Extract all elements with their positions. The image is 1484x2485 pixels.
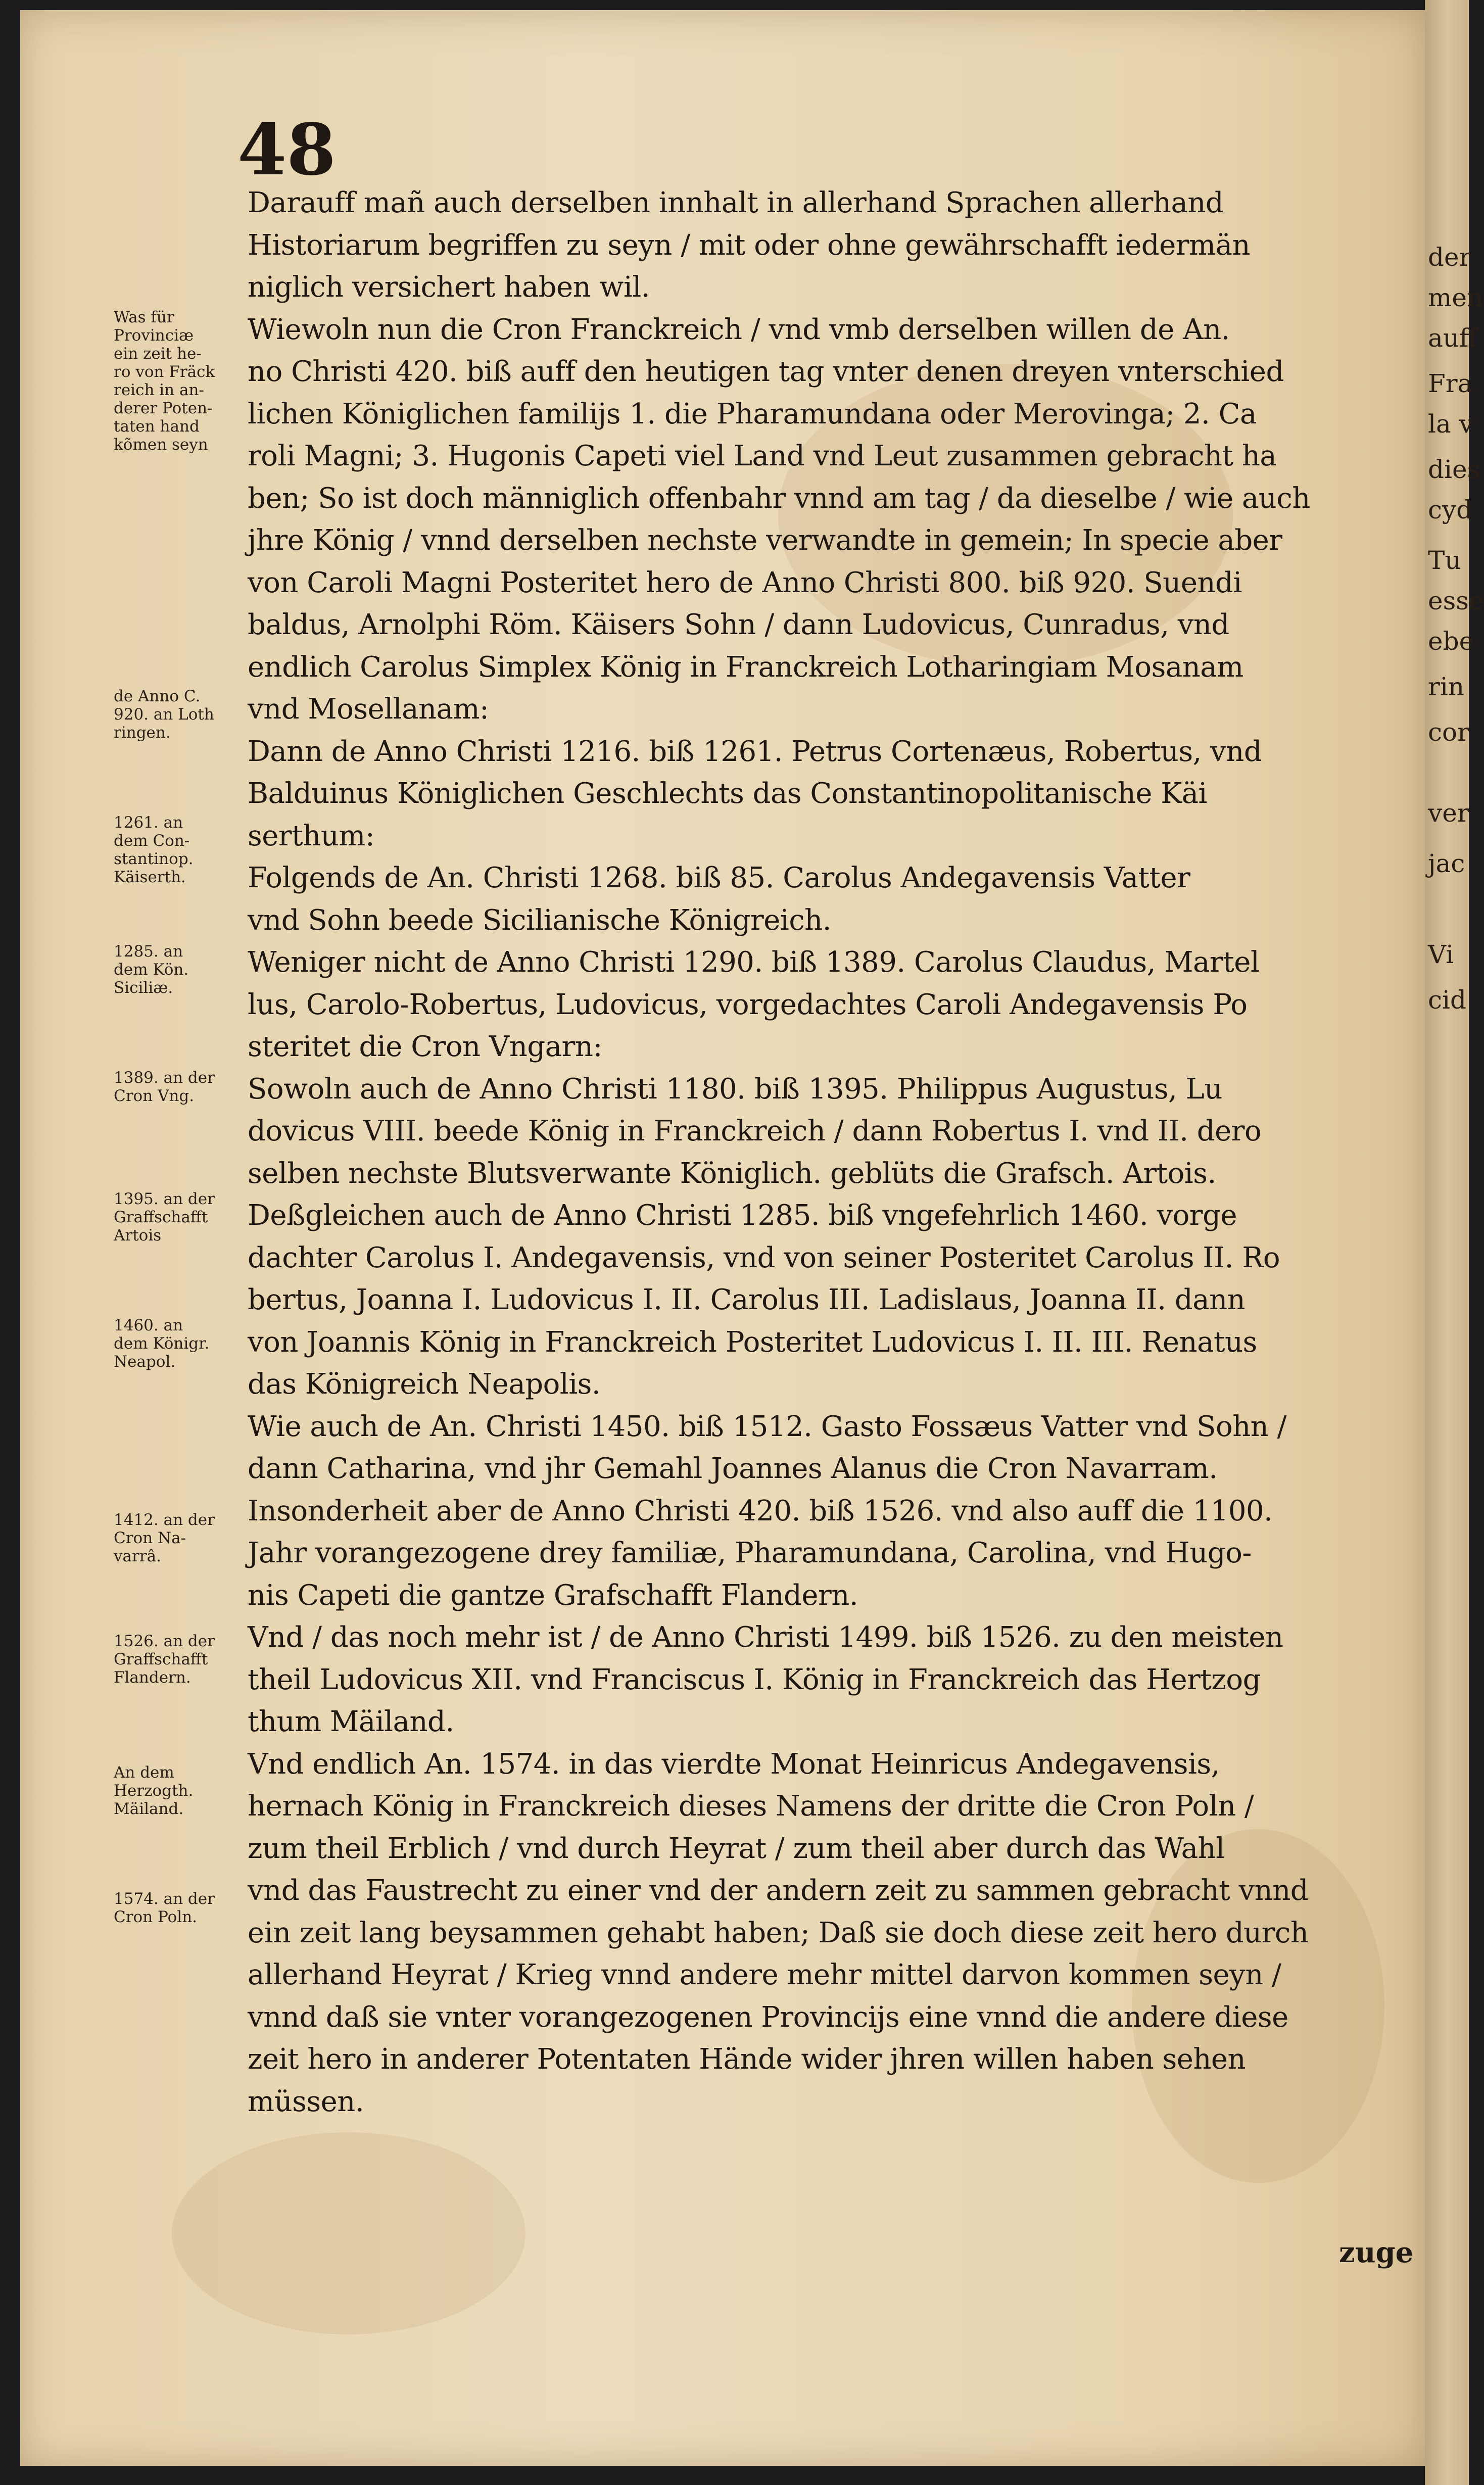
text-line: Vnd endlich An. 1574. in das vierdte Monat Heinricus Andegavensis, [248, 1747, 1220, 1781]
text-line: thum Mäiland. [248, 1705, 454, 1738]
text-line: von Caroli Magni Posteritet hero de Anno Christi 800. biß 920. Suendi [248, 566, 1242, 599]
neighbor-fragment: cor [1428, 718, 1470, 747]
main-text-block [248, 182, 1410, 2123]
text-line: das Königreich Neapolis. [248, 1368, 601, 1401]
text-line: Dann de Anno Christi 1216. biß 1261. Petrus Cortenæus, Robertus, vnd [248, 735, 1262, 768]
text-line: ein zeit lang beysammen gehabt haben; Daß sie doch diese zeit hero durch [248, 1916, 1309, 1949]
neighbor-fragment: dies [1428, 455, 1480, 484]
neighbor-fragment: Fra [1428, 369, 1473, 398]
page-number: 48 [237, 109, 336, 192]
text-line: allerhand Heyrat / Krieg vnnd andere mehr mittel darvon kommen seyn / [248, 1958, 1281, 1991]
margin-note: 1389. an der Cron Vng. [114, 1069, 215, 1105]
text-line: vnd Mosellanam: [248, 693, 489, 726]
neighbor-fragment: men [1428, 283, 1483, 312]
text-line: bertus, Joanna I. Ludovicus I. II. Carolus III. Ladislaus, Joanna II. dann [248, 1283, 1246, 1316]
neighbor-fragment: Vi [1428, 940, 1454, 969]
margin-note: 1412. an der Cron Na- varrâ. [114, 1511, 215, 1565]
neighbor-fragment: der [1428, 243, 1471, 272]
margin-note: de Anno C. 920. an Loth ringen. [114, 687, 214, 742]
margin-note: Was für Provinciæ ein zeit he- ro von Fräck reich in an- derer Poten- taten hand kõmen seyn [114, 308, 215, 454]
margin-note: 1460. an dem Königr. Neapol. [114, 1316, 210, 1371]
text-line: baldus, Arnolphi Röm. Käisers Sohn / dann Ludovicus, Cunradus, vnd [248, 608, 1229, 641]
text-line: selben nechste Blutsverwante Königlich. geblüts die Grafsch. Artois. [248, 1157, 1216, 1190]
text-line: Deßgleichen auch de Anno Christi 1285. biß vngefehrlich 1460. vorge [248, 1199, 1237, 1232]
text-line: Historiarum begriffen zu seyn / mit oder ohne gewährschafft iedermän [248, 228, 1251, 262]
text-line: Wie auch de An. Christi 1450. biß 1512. Gasto Fossæus Vatter vnd Sohn / [248, 1410, 1286, 1443]
text-line: nis Capeti die gantze Grafschafft Flandern. [248, 1579, 858, 1612]
text-line: müssen. [248, 2085, 364, 2118]
text-line: ben; So ist doch männiglich offenbahr vnnd am tag / da dieselbe / wie auch [248, 482, 1310, 515]
text-line: hernach König in Franckreich dieses Namens der dritte die Cron Poln / [248, 1790, 1254, 1823]
text-line: lichen Königlichen familijs 1. die Pharamundana oder Merovinga; 2. Ca [248, 397, 1257, 431]
catchword: zuge [1339, 2236, 1414, 2269]
text-line: Darauff mañ auch derselben innhalt in allerhand Sprachen allerhand [248, 186, 1224, 219]
neighbor-fragment: jac [1428, 849, 1465, 878]
text-line: jhre König / vnnd derselben nechste verwandte in gemein; In specie aber [248, 524, 1282, 557]
text-line: lus, Carolo-Robertus, Ludovicus, vorgedachtes Caroli Andegavensis Po [248, 988, 1248, 1021]
text-line: vnnd daß sie vnter vorangezogenen Provincijs eine vnnd die andere diese [248, 2000, 1288, 2034]
text-line: endlich Carolus Simplex König in Franckreich Lotharingiam Mosanam [248, 650, 1243, 684]
neighbor-fragment: la v [1428, 409, 1473, 439]
text-line: vnd Sohn beede Sicilianische Königreich. [248, 903, 832, 937]
neighbor-fragment: Tu [1428, 546, 1461, 575]
margin-note: 1574. an der Cron Poln. [114, 1890, 215, 1926]
text-line: dachter Carolus I. Andegavensis, vnd von seiner Posteritet Carolus II. Ro [248, 1241, 1280, 1274]
neighbor-fragment: esse [1428, 586, 1484, 615]
neighbor-fragment: auff [1428, 323, 1477, 353]
text-line: Jahr vorangezogene drey familiæ, Pharamundana, Carolina, vnd Hugo- [248, 1537, 1252, 1569]
text-line: theil Ludovicus XII. vnd Franciscus I. König in Franckreich das Hertzog [248, 1663, 1261, 1696]
text-line: serthum: [248, 819, 375, 852]
text-line: zeit hero in anderer Potentaten Hände wider jhren willen haben sehen [248, 2043, 1246, 2076]
text-line: Weniger nicht de Anno Christi 1290. biß 1389. Carolus Claudus, Martel [248, 946, 1260, 979]
adjacent-page-edge [1425, 0, 1484, 2485]
text-line: niglich versichert haben wil. [248, 271, 650, 304]
margin-note: 1395. an der Graffschafft Artois [114, 1190, 215, 1245]
text-line: roli Magni; 3. Hugonis Capeti viel Land vnd Leut zusammen gebracht ha [248, 440, 1277, 472]
text-line: von Joannis König in Franckreich Posteritet Ludovicus I. II. III. Renatus [248, 1325, 1257, 1359]
neighbor-fragment: cyd [1428, 495, 1473, 524]
neighbor-fragment: ebe [1428, 627, 1474, 656]
neighbor-fragment: cid [1428, 985, 1467, 1015]
margin-note: 1526. an der Graffschafft Flandern. [114, 1632, 215, 1687]
text-line: Wiewoln nun die Cron Franckreich / vnd vmb derselben willen de An. [248, 313, 1230, 346]
text-line: zum theil Erblich / vnd durch Heyrat / zum theil aber durch das Wahl [248, 1832, 1225, 1865]
text-line: dovicus VIII. beede König in Franckreich / dann Robertus I. vnd II. dero [248, 1115, 1262, 1148]
neighbor-fragment: ver [1428, 798, 1469, 828]
margin-note: 1285. an dem Kön. Siciliæ. [114, 942, 189, 997]
text-line: Sowoln auch de Anno Christi 1180. biß 1395. Philippus Augustus, Lu [248, 1072, 1222, 1106]
text-line: Vnd / das noch mehr ist / de Anno Christi 1499. biß 1526. zu den meisten [248, 1621, 1283, 1654]
margin-note: An dem Herzogth. Mäiland. [114, 1763, 194, 1818]
text-line: vnd das Faustrecht zu einer vnd der andern zeit zu sammen gebracht vnnd [248, 1874, 1309, 1907]
text-line: Folgends de An. Christi 1268. biß 85. Carolus Andegavensis Vatter [248, 862, 1190, 894]
text-line: Insonderheit aber de Anno Christi 420. biß 1526. vnd also auff die 1100. [248, 1494, 1273, 1527]
text-line: dann Catharina, vnd jhr Gemahl Joannes Alanus die Cron Navarram. [248, 1452, 1218, 1485]
neighbor-fragment: rin [1428, 672, 1465, 701]
margin-note: 1261. an dem Con- stantinop. Käiserth. [114, 814, 194, 886]
text-line: steritet die Cron Vngarn: [248, 1030, 602, 1063]
text-line: no Christi 420. biß auff den heutigen tag vnter denen dreyen vnterschied [248, 355, 1284, 388]
text-line: Balduinus Königlichen Geschlechts das Constantinopolitanische Käi [248, 777, 1207, 810]
